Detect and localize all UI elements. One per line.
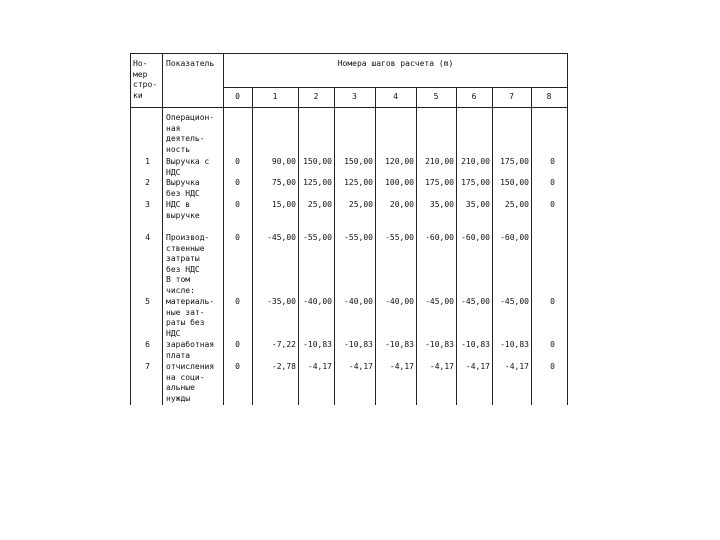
table-cell: -4,17	[465, 362, 490, 371]
table-cell: 0	[235, 340, 240, 349]
table-cell: 150,00	[500, 178, 529, 187]
table-cell: 210,00	[461, 157, 490, 166]
table-cell: 0	[235, 362, 240, 371]
table-cell: 175,00	[425, 178, 454, 187]
table-cell: 15,00	[271, 200, 296, 209]
step-header: 1	[272, 92, 278, 101]
row-number: 5	[145, 297, 150, 306]
table-cell: -4,17	[348, 362, 373, 371]
table-cell: -40,00	[344, 297, 373, 306]
step-header: 0	[235, 92, 240, 101]
table-cell: 120,00	[385, 157, 414, 166]
table-cell: 125,00	[303, 178, 332, 187]
table-cell: 0	[235, 233, 240, 242]
calculation-table	[130, 53, 568, 405]
table-cell: -55,00	[344, 233, 373, 242]
table-cell: -60,00	[500, 233, 529, 242]
grid-line	[130, 53, 131, 405]
table-cell: -10,83	[385, 340, 414, 349]
grid-line	[252, 87, 253, 405]
header-row-no: Но- мер стро- ки	[133, 59, 158, 100]
table-cell: -10,83	[461, 340, 490, 349]
grid-line	[531, 87, 532, 405]
step-header: 5	[433, 92, 439, 101]
step-header: 2	[313, 92, 319, 101]
row-number: 4	[145, 233, 150, 242]
table-cell: -10,83	[303, 340, 332, 349]
table-cell: 0	[550, 362, 555, 371]
table-cell: -10,83	[500, 340, 529, 349]
table-cell: 0	[550, 157, 555, 166]
table-cell: 0	[235, 200, 240, 209]
table-cell: 150,00	[344, 157, 373, 166]
table-cell: -45,00	[267, 233, 296, 242]
header-indicator: Показатель	[166, 59, 215, 68]
table-cell: 0	[550, 297, 555, 306]
table-cell: -7,22	[271, 340, 296, 349]
table-cell: 125,00	[344, 178, 373, 187]
grid-line	[223, 87, 568, 88]
table-cell: -4,17	[504, 362, 529, 371]
table-cell: 25,00	[307, 200, 332, 209]
table-cell: -55,00	[385, 233, 414, 242]
grid-line	[162, 53, 163, 405]
row-label: Производ- ственные затраты без НДС В том числе:	[166, 233, 210, 295]
step-header: 8	[546, 92, 552, 101]
grid-line	[567, 53, 568, 405]
row-number: 1	[145, 157, 150, 166]
table-cell: 75,00	[271, 178, 296, 187]
table-cell: -40,00	[385, 297, 414, 306]
row-label: Выручка с НДС	[166, 157, 210, 177]
row-label: НДС в выручке	[166, 200, 200, 220]
table-cell: -4,17	[307, 362, 332, 371]
table-cell: -4,17	[389, 362, 414, 371]
table-cell: 150,00	[303, 157, 332, 166]
row-label: Выручка без НДС	[166, 178, 200, 198]
row-label: заработная плата	[166, 340, 215, 360]
table-cell: -10,83	[344, 340, 373, 349]
table-cell: -35,00	[267, 297, 296, 306]
table-cell: 35,00	[465, 200, 490, 209]
row-label: материаль- ные зат- раты без НДС	[166, 297, 215, 338]
table-cell: 0	[235, 297, 240, 306]
table-cell: 175,00	[461, 178, 490, 187]
row-number: 3	[145, 200, 150, 209]
table-cell: -40,00	[303, 297, 332, 306]
row-number: 7	[145, 362, 150, 371]
grid-line	[130, 53, 568, 54]
table-cell: -60,00	[425, 233, 454, 242]
grid-line	[223, 53, 224, 405]
table-cell: 35,00	[429, 200, 454, 209]
step-header: 3	[352, 92, 357, 101]
table-cell: 0	[550, 178, 555, 187]
table-cell: 0	[550, 200, 555, 209]
table-cell: -55,00	[303, 233, 332, 242]
table-cell: -45,00	[461, 297, 490, 306]
table-cell: 25,00	[348, 200, 373, 209]
table-cell: 100,00	[385, 178, 414, 187]
group-title: Операцион- ная деятель- ность	[166, 113, 215, 154]
row-label: отчисления на соци- альные нужды	[166, 362, 215, 403]
table-cell: -4,17	[429, 362, 454, 371]
row-number: 6	[145, 340, 150, 349]
table-cell: 25,00	[504, 200, 529, 209]
table-cell: -45,00	[425, 297, 454, 306]
table-cell: 90,00	[271, 157, 296, 166]
header-steps-title: Номера шагов расчета (m)	[337, 59, 454, 68]
table-cell: -2,78	[271, 362, 296, 371]
table-cell: 210,00	[425, 157, 454, 166]
table-cell: -60,00	[461, 233, 490, 242]
table-cell: 20,00	[389, 200, 414, 209]
grid-line	[456, 87, 457, 405]
table-cell: 0	[235, 178, 240, 187]
table-cell: 0	[550, 340, 555, 349]
table-cell: -45,00	[500, 297, 529, 306]
grid-line	[416, 87, 417, 405]
grid-line	[334, 87, 335, 405]
row-number: 2	[145, 178, 150, 187]
grid-line	[298, 87, 299, 405]
table-cell: 175,00	[500, 157, 529, 166]
step-header: 4	[393, 92, 398, 101]
grid-line	[492, 87, 493, 405]
grid-line	[375, 87, 376, 405]
table-cell: -10,83	[425, 340, 454, 349]
grid-line	[130, 107, 568, 108]
table-cell: 0	[235, 157, 240, 166]
step-header: 6	[471, 92, 477, 101]
step-header: 7	[509, 92, 514, 101]
